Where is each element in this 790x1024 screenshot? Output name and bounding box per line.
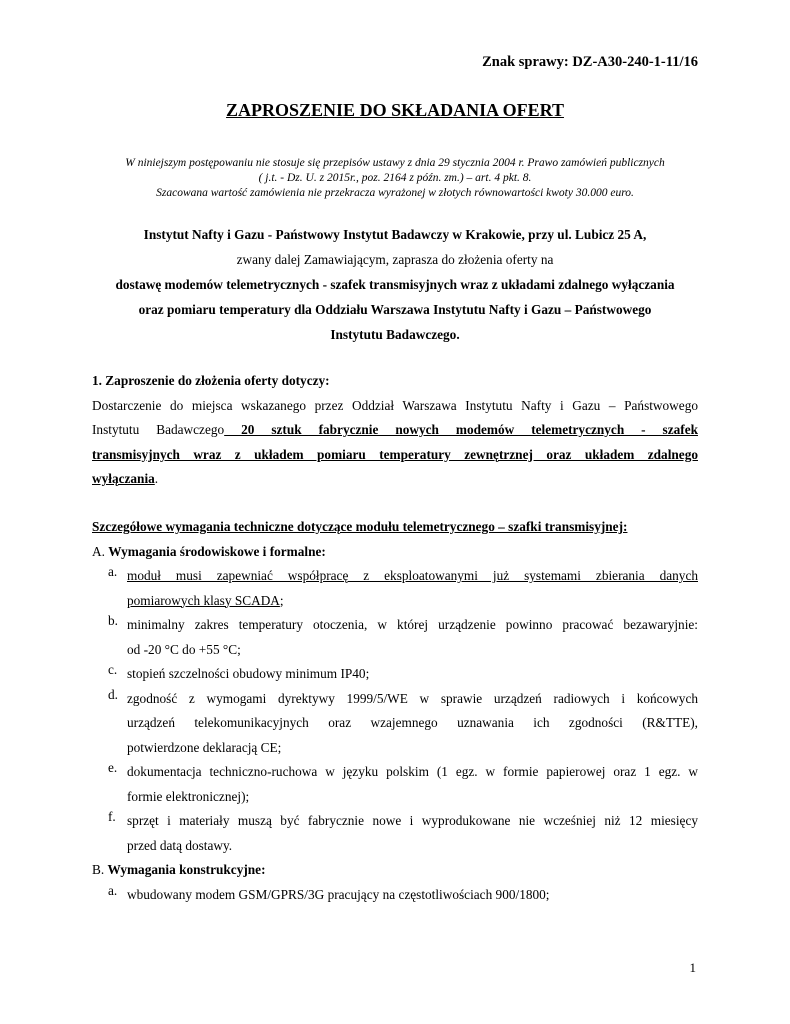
section-1-line-1: Dostarczenie do miejsca wskazanego przez Oddział Warszawa Instytutu Nafty i Gazu – Państwowego xyxy=(92,397,698,413)
section-1-line-2-bold: 20 sztuk fabrycznie nowych modemów telemetrycznych - szafek xyxy=(224,422,698,437)
group-b-heading xyxy=(92,858,698,883)
list-item-a-line-2-end: ; xyxy=(279,592,284,608)
notice-line-3: Szacowana wartość zamówienia nie przekracza wyrażonej w złotych równowartości kwoty 30.000 euro. xyxy=(156,187,634,199)
list-item-c xyxy=(92,662,698,687)
requirements-section xyxy=(92,515,698,907)
list-item-f xyxy=(92,809,698,858)
list-item-b-a-line-1: wbudowany modem GSM/GPRS/3G pracujący na częstotliwościach 900/1800; xyxy=(127,886,550,902)
list-item-b-line-2: od -20 °C do +55 °C; xyxy=(127,641,241,657)
page-number: 1 xyxy=(689,960,696,975)
subject-line-3: Instytutu Badawczego. xyxy=(330,327,460,342)
list-letter: a. xyxy=(108,882,118,898)
document-title: ZAPROSZENIE DO SKŁADANIA OFERT xyxy=(226,100,564,120)
list-letter: d. xyxy=(108,686,118,702)
list-item-b xyxy=(92,613,698,662)
legal-notice xyxy=(80,156,710,201)
subject-line-1: dostawę modemów telemetrycznych - szafek transmisyjnych wraz z układami zdalnego wyłączania xyxy=(115,277,675,292)
list-letter: a. xyxy=(108,564,118,579)
notice-line-1: W niniejszym postępowaniu nie stosuje się przepisów ustawy z dnia 29 stycznia 2004 r. Prawo zamówień publicznych xyxy=(125,157,665,169)
list-item-d-line-3: potwierdzone deklaracją CE; xyxy=(127,739,282,755)
list-item-a xyxy=(92,564,698,613)
section-1-line-2 xyxy=(92,418,698,443)
section-1-line-4-bold: wyłączania xyxy=(92,471,155,486)
case-number: Znak sprawy: DZ-A30-240-1-11/16 xyxy=(482,54,698,70)
list-item-e xyxy=(92,760,698,809)
list-item-a-line-1: moduł musi zapewniać współpracę z eksploatowanymi już systemami zbierania danych xyxy=(127,568,698,583)
list-item-e-line-1: dokumentacja techniczno-ruchowa w języku polskim (1 egz. w formie papierowej oraz 1 egz. w xyxy=(127,764,698,779)
group-a-heading xyxy=(92,540,698,565)
section-1 xyxy=(92,369,698,492)
section-1-line-4-end: . xyxy=(154,471,159,486)
list-item-b-line-1: minimalny zakres temperatury otoczenia, w której urządzenie powinno pracować bezawaryjnie: xyxy=(127,617,698,632)
intro-block xyxy=(60,222,730,347)
invitation-text: zwany dalej Zamawiającym, zaprasza do złożenia oferty na xyxy=(236,252,554,267)
list-item-d-line-2: urządzeń telekomunikacyjnych oraz wzajemnego uznawania ich zgodności (R&TTE), xyxy=(127,715,698,730)
list-item-a-line-2-text: pomiarowych klasy SCADA xyxy=(127,592,280,608)
list-letter: f. xyxy=(108,809,116,824)
section-1-line-2-plain: Instytutu Badawczego xyxy=(92,422,225,437)
list-item-a-line-2 xyxy=(127,589,698,614)
list-item-f-line-1: sprzęt i materiały muszą być fabrycznie nowe i wyprodukowane nie wcześniej niż 12 miesięcy xyxy=(127,813,698,828)
list-item-b-a xyxy=(92,883,698,908)
list-item-e-line-2: formie elektronicznej); xyxy=(127,788,250,804)
section-1-heading: 1. Zaproszenie do złożenia oferty dotyczy: xyxy=(92,373,330,388)
notice-line-2: ( j.t. - Dz. U. z 2015r., poz. 2164 z późn. zm.) – art. 4 pkt. 8. xyxy=(258,172,532,184)
group-a-title: Wymagania środowiskowe i formalne: xyxy=(108,543,326,559)
list-letter: e. xyxy=(108,760,118,775)
subject-line-2: oraz pomiaru temperatury dla Oddziału Warszawa Instytutu Nafty i Gazu – Państwowego xyxy=(138,302,652,317)
group-b-prefix: B. xyxy=(92,862,105,877)
list-letter: b. xyxy=(108,613,118,628)
group-a-prefix: A. xyxy=(92,543,105,559)
section-1-line-4 xyxy=(92,467,698,492)
section-1-line-3: transmisyjnych wraz z układem pomiaru temperatury zewnętrznej oraz układem zdalnego xyxy=(92,446,698,462)
list-item-d-line-1: zgodność z wymogami dyrektywy 1999/5/WE w sprawie urządzeń radiowych i końcowych xyxy=(127,690,698,706)
requirements-heading: Szczegółowe wymagania techniczne dotyczące modułu telemetrycznego – szafki transmisyjnej: xyxy=(92,519,628,534)
group-b-title: Wymagania konstrukcyjne: xyxy=(107,862,266,877)
list-item-f-line-2: przed datą dostawy. xyxy=(127,837,233,853)
list-letter: c. xyxy=(108,662,118,677)
list-item-c-line-1: stopień szczelności obudowy minimum IP40; xyxy=(127,666,370,681)
list-item-d xyxy=(92,687,698,761)
institute-name: Instytut Nafty i Gazu - Państwowy Instytut Badawczy w Krakowie, przy ul. Lubicz 25 A, xyxy=(143,227,647,242)
